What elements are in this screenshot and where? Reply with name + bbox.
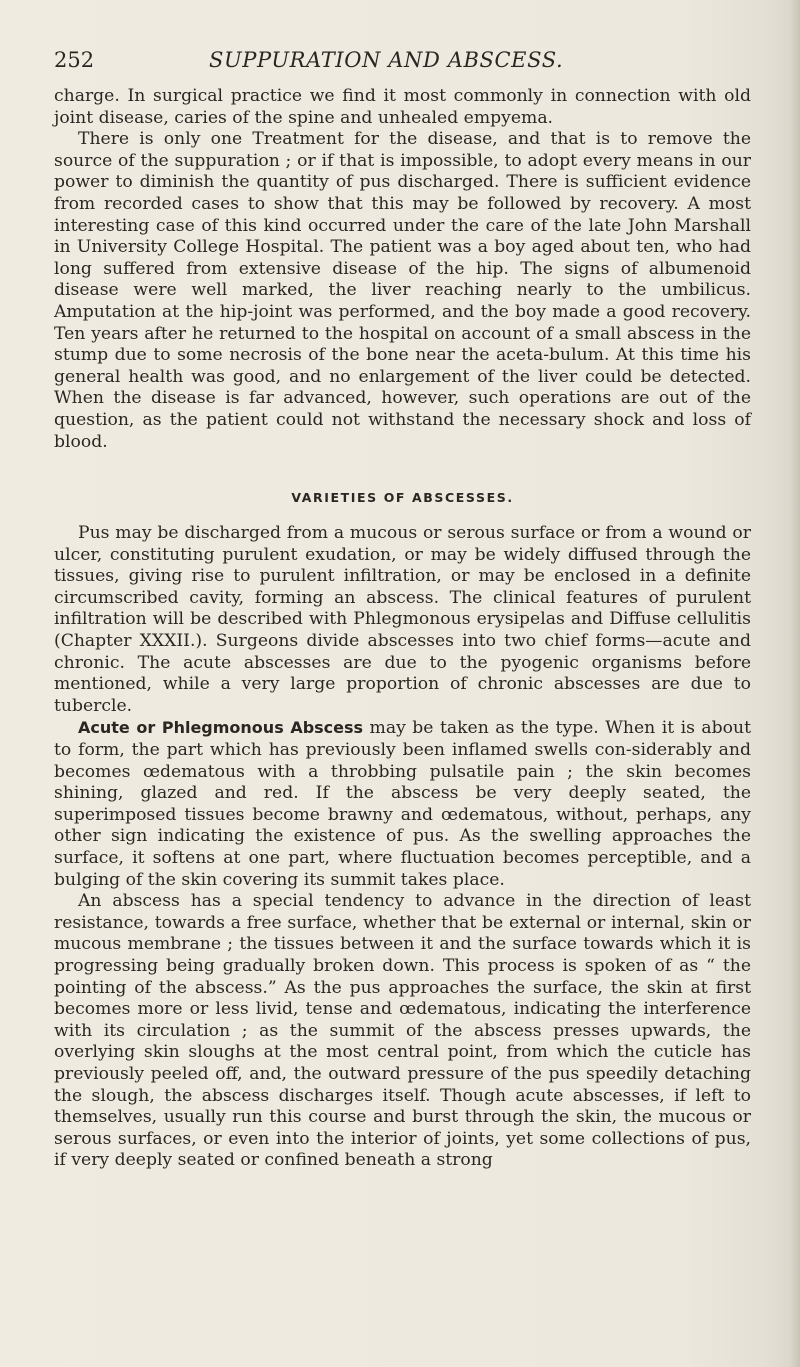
paragraph-text: may be taken as the type. When it is about to form, the part which has previously been inflamed swells con-siderably and becomes œdematous with a throbbing pulsatile pain ; the skin becomes shining, glazed and red. If the abscess be very deeply seated, the superimposed tissues become brawny and œdematous, without, perhaps, any other sign indicating the existence of pus. As the swelling approaches the surface, it softens at one part, where fluctuation becomes perceptible, and a bulging of the skin covering its summit takes place. xyxy=(54,718,751,890)
running-head: SUPPURATION AND ABSCESS. xyxy=(209,48,564,72)
section-heading: VARIETIES OF ABSCESSES. xyxy=(291,490,514,506)
paragraph: There is only one Treatment for the disease, and that is to remove the source of the suppuration ; or if that is impossible, to adopt every means in our power to diminish the quantity of pus discharged. There is sufficient evidence from recorded cases to show that this may be followed by recovery. A most interesting case of this kind occurred under the care of the late John Marshall in University College Hospital. The patient was a boy aged about ten, who had long suffered from extensive disease of the hip. The signs of albumenoid disease were well marked, the liver reaching nearly to the umbilicus. Amputation at the hip-joint was performed, and the boy made a good recovery. Ten years after he returned to the hospital on account of a small abscess in the stump due to some necrosis of the bone near the aceta-bulum. At this time his general health was good, and no enlargement of the liver could be detected. When the disease is far advanced, however, such operations are out of the question, as the patient could not withstand the necessary shock and loss of blood. xyxy=(54,129,751,452)
page-edge xyxy=(790,0,800,1367)
page-header xyxy=(54,44,754,76)
paragraph: Pus may be discharged from a mucous or serous surface or from a wound or ulcer, constituting purulent exudation, or may be widely diffused through the tissues, giving rise to purulent infiltration, or may be enclosed in a definite circumscribed cavity, forming an abscess. The clinical features of purulent infiltration will be described with Phlegmonous erysipelas and Diffuse cellulitis (Chapter XXXII.). Surgeons divide abscesses into two chief forms—acute and chronic. The acute abscesses are due to the pyogenic organisms before mentioned, while a very large proportion of chronic abscesses are due to tubercle. xyxy=(54,523,751,716)
bold-term: Acute or Phlegmonous Abscess xyxy=(78,718,364,738)
body-text xyxy=(54,86,751,1172)
paragraph: charge. In surgical practice we find it most commonly in connection with old joint disease, caries of the spine and unhealed empyema. xyxy=(54,86,751,128)
page-number: 252 xyxy=(54,48,95,72)
paragraph: An abscess has a special tendency to advance in the direction of least resistance, towards a free surface, whether that be external or internal, skin or mucous membrane ; the tissues between it and the surface towards which it is progressing being gradually broken down. This process is spoken of as “ the pointing of the abscess.” As the pus approaches the surface, the skin at first becomes more or less livid, tense and œdematous, indicating the interference with its circulation ; as the summit of the abscess presses upwards, the overlying skin sloughs at the most central point, from which the cuticle has previously peeled off, and, the outward pressure of the pus speedily detaching the slough, the abscess discharges itself. Though acute abscesses, if left to themselves, usually run this course and burst through the skin, the mucous or serous surfaces, or even into the interior of joints, yet some collections of pus, if very deeply seated or confined beneath a strong xyxy=(54,891,751,1171)
paragraph xyxy=(54,717,751,891)
